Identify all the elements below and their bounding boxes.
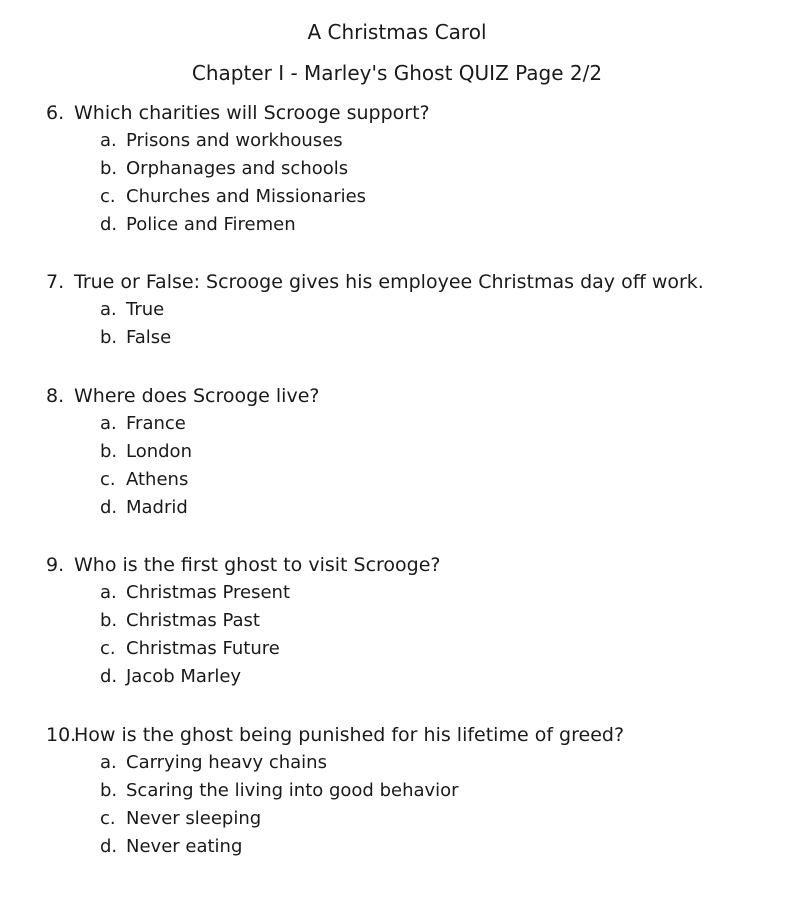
option-text: Churches and Missionaries (126, 186, 367, 207)
option-text: France (126, 413, 186, 434)
option-text: London (126, 441, 192, 462)
option-letter: c. (100, 808, 116, 829)
question-10 (46, 721, 766, 861)
option-letter: d. (100, 214, 118, 235)
option-letter: b. (100, 158, 118, 179)
question-number: 7. (46, 271, 65, 293)
question-text (46, 551, 766, 579)
option-item (46, 155, 766, 183)
document-title: A Christmas Carol (307, 20, 487, 44)
option-text: Christmas Present (126, 582, 291, 603)
option-letter: a. (100, 299, 117, 320)
option-text: Madrid (126, 497, 188, 518)
option-text: Prisons and workhouses (126, 130, 343, 151)
options-list (46, 296, 766, 352)
question-prompt: Who is the first ghost to visit Scrooge? (74, 554, 441, 576)
options-list (46, 410, 766, 522)
option-letter: c. (100, 186, 116, 207)
question-number: 10. (46, 724, 77, 746)
option-letter: a. (100, 413, 117, 434)
option-item (46, 438, 766, 466)
option-text: Christmas Past (126, 610, 260, 631)
option-letter: d. (100, 497, 118, 518)
option-letter: c. (100, 469, 116, 490)
question-text (46, 268, 766, 296)
option-text: Never sleeping (126, 808, 262, 829)
option-item (46, 324, 766, 352)
option-item (46, 494, 766, 522)
option-item (46, 833, 766, 861)
option-item (46, 749, 766, 777)
question-8 (46, 382, 766, 522)
document-subtitle: Chapter I - Marley's Ghost QUIZ Page 2/2 (191, 61, 603, 85)
option-letter: b. (100, 610, 118, 631)
option-letter: a. (100, 582, 117, 603)
option-letter: b. (100, 780, 118, 801)
question-prompt: True or False: Scrooge gives his employee Christmas day off work. (74, 271, 704, 293)
option-item (46, 127, 766, 155)
option-text: True (126, 299, 165, 320)
option-text: Athens (126, 469, 189, 490)
option-letter: c. (100, 638, 116, 659)
question-prompt: Which charities will Scrooge support? (74, 102, 430, 124)
option-text: Carrying heavy chains (126, 752, 327, 773)
option-item (46, 805, 766, 833)
question-number: 9. (46, 554, 65, 576)
option-text: Orphanages and schools (126, 158, 349, 179)
option-text: Police and Firemen (126, 214, 296, 235)
option-item (46, 296, 766, 324)
option-item (46, 211, 766, 239)
question-prompt: Where does Scrooge live? (74, 385, 320, 407)
question-text (46, 99, 766, 127)
option-text: False (126, 327, 172, 348)
question-number: 8. (46, 385, 65, 407)
option-text: Scaring the living into good behavior (126, 780, 459, 801)
question-prompt: How is the ghost being punished for his lifetime of greed? (74, 724, 625, 746)
question-6 (46, 99, 766, 239)
option-item (46, 663, 766, 691)
option-letter: b. (100, 441, 118, 462)
options-list (46, 749, 766, 861)
option-item (46, 466, 766, 494)
question-7 (46, 268, 766, 352)
option-item (46, 607, 766, 635)
options-list (46, 127, 766, 239)
option-item (46, 777, 766, 805)
option-letter: d. (100, 666, 118, 687)
option-item (46, 579, 766, 607)
option-text: Never eating (126, 836, 243, 857)
option-letter: a. (100, 130, 117, 151)
option-text: Jacob Marley (126, 666, 242, 687)
option-item (46, 410, 766, 438)
option-item (46, 183, 766, 211)
question-number: 6. (46, 102, 65, 124)
option-letter: a. (100, 752, 117, 773)
option-letter: b. (100, 327, 118, 348)
question-text (46, 382, 766, 410)
option-item (46, 635, 766, 663)
option-letter: d. (100, 836, 118, 857)
options-list (46, 579, 766, 691)
option-text: Christmas Future (126, 638, 280, 659)
question-9 (46, 551, 766, 691)
question-text (46, 721, 766, 749)
